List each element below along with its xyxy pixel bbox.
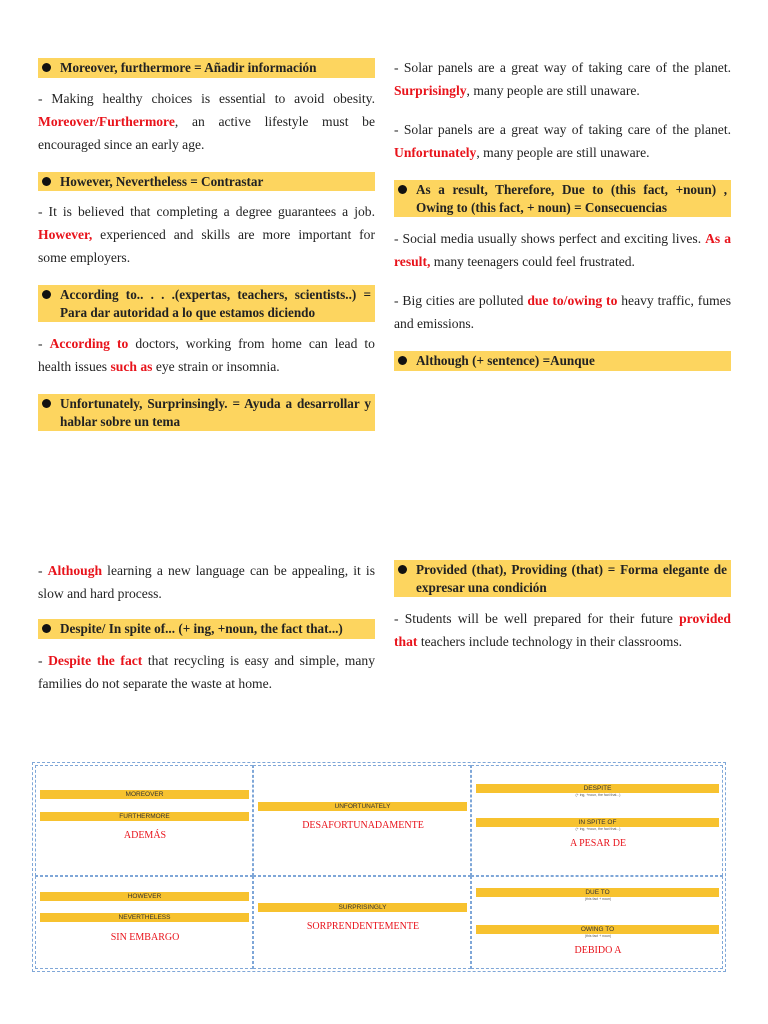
paragraph <box>38 332 375 378</box>
paragraph <box>394 56 731 102</box>
heading-text: Unfortunately, Surprinsingly. = Ayuda a desarrollar y hablar sobre un tema <box>60 396 371 429</box>
text: experienced and skills are more important for some employers. <box>38 227 375 265</box>
heading-text: Despite/ In spite of... (+ ing, +noun, the fact that...) <box>60 621 343 636</box>
label-bar: NEVERTHELESS <box>40 913 249 922</box>
paragraph <box>394 289 731 335</box>
highlight: Moreover/Furthermore <box>38 113 175 129</box>
translation: A PESAR DE <box>569 838 627 849</box>
text: , an active lifestyle must be encouraged since an early age. <box>38 113 375 152</box>
summary-table <box>32 762 726 972</box>
heading-according-to <box>38 285 375 322</box>
label-bar: DUE TO <box>476 888 719 897</box>
heading-unfortunately <box>38 394 375 431</box>
paragraph <box>38 649 375 695</box>
paragraph <box>38 559 375 605</box>
paragraph <box>38 200 375 269</box>
table-cell-unfortunately <box>253 765 471 876</box>
text: learning a new language can be appealing, it is slow and hard process. <box>38 563 375 601</box>
bullet-icon <box>42 177 51 186</box>
text: heavy traffic, fumes and emissions. <box>394 293 732 331</box>
heading-text: Although (+ sentence) =Aunque <box>416 353 595 368</box>
highlight: due to/owing to <box>527 293 618 308</box>
bullet-icon <box>42 290 51 299</box>
label-bar: OWING TO <box>476 925 719 934</box>
translation: DESAFORTUNADAMENTE <box>302 820 424 831</box>
heading-text: As a result, Therefore, Due to (this fact, +noun) , Owing to (this fact, + noun) = Consecuencias <box>416 182 727 215</box>
text: - Big cities are polluted <box>394 293 528 308</box>
text: - Solar panels are a great way of taking care of the planet. <box>394 60 731 75</box>
translation: SORPRENDENTEMENTE <box>306 921 420 932</box>
paragraph <box>394 118 731 164</box>
bullet-icon <box>42 624 51 633</box>
label-bar: FURTHERMORE <box>40 812 249 821</box>
text: , many people are still unaware. <box>466 83 640 98</box>
heading-text: Provided (that), Providing (that) = Forma elegante de expresar una condición <box>416 562 727 595</box>
label-bar: SURPRISINGLY <box>258 903 467 912</box>
bullet-icon <box>398 185 407 194</box>
translation: DEBIDO A <box>574 945 622 956</box>
table-cell-surprisingly <box>253 876 471 969</box>
heading-despite <box>38 619 375 639</box>
highlight: Surprisingly <box>394 83 467 98</box>
bullet-icon <box>398 356 407 365</box>
translation: ADEMÁS <box>123 830 167 841</box>
label-bar: MOREOVER <box>40 790 249 799</box>
label-bar: DESPITE <box>476 784 719 793</box>
text: teachers include technology in their classrooms. <box>417 634 683 649</box>
text: eye strain or insomnia. <box>152 359 280 374</box>
paragraph <box>394 607 731 653</box>
table-cell-moreover <box>35 765 253 876</box>
text: - Students will be well prepared for their future <box>394 611 680 626</box>
text: - It is believed that completing a degree guarantees a job. <box>38 204 375 219</box>
heading-text: Moreover, furthermore = Añadir información <box>60 60 317 75</box>
left-column <box>38 58 375 431</box>
table-cell-despite <box>471 765 723 876</box>
heading-text: According to.. . . .(expertas, teachers, scientists..) = Para dar autoridad a lo que estamos diciendo <box>60 287 371 320</box>
highlight: Despite the fact <box>48 652 143 668</box>
heading-moreover <box>38 58 375 78</box>
paragraph <box>38 87 375 156</box>
highlight: provided that <box>394 611 731 649</box>
highlight: As a result, <box>394 231 732 269</box>
text: - <box>38 652 49 668</box>
text: - Making healthy choices is essential to avoid obesity. <box>38 90 375 106</box>
highlight: Unfortunately <box>394 145 477 160</box>
text: , many people are still unaware. <box>476 145 650 160</box>
right-column <box>394 56 731 371</box>
text: - Social media usually shows perfect and exciting lives. <box>394 231 706 246</box>
table-cell-however <box>35 876 253 969</box>
right-column-lower <box>394 560 731 653</box>
text: doctors, working from home can lead to health issues <box>38 336 375 374</box>
note: (+ ing, +noun, the fact that...) <box>575 793 621 797</box>
highlight: Although <box>47 563 103 578</box>
bullet-icon <box>398 565 407 574</box>
text: - Solar panels are a great way of taking care of the planet. <box>394 122 731 137</box>
note: (+ ing, +noun, the fact that...) <box>575 827 621 831</box>
text: many teenagers could feel frustrated. <box>430 254 635 269</box>
note: (this fact + noun) <box>584 897 612 901</box>
highlight: According to <box>49 336 129 351</box>
bullet-icon <box>42 63 51 72</box>
highlight: However, <box>38 227 93 242</box>
heading-provided <box>394 560 731 597</box>
highlight: such as <box>110 359 153 374</box>
left-column-lower <box>38 559 375 695</box>
heading-although <box>394 351 731 371</box>
text: - <box>38 563 48 578</box>
text: that recycling is easy and simple, many families do not separate the waste at home. <box>38 652 375 691</box>
heading-as-a-result <box>394 180 731 217</box>
table-cell-due-to <box>471 876 723 969</box>
text: - <box>38 336 50 351</box>
note: (this fact + noun) <box>584 934 612 938</box>
paragraph <box>394 227 731 273</box>
bullet-icon <box>42 399 51 408</box>
translation: SIN EMBARGO <box>110 932 180 943</box>
label-bar: IN SPITE OF <box>476 818 719 827</box>
heading-however <box>38 172 375 192</box>
label-bar: UNFORTUNATELY <box>258 802 467 811</box>
label-bar: HOWEVER <box>40 892 249 901</box>
heading-text: However, Nevertheless = Contrastar <box>60 173 264 189</box>
